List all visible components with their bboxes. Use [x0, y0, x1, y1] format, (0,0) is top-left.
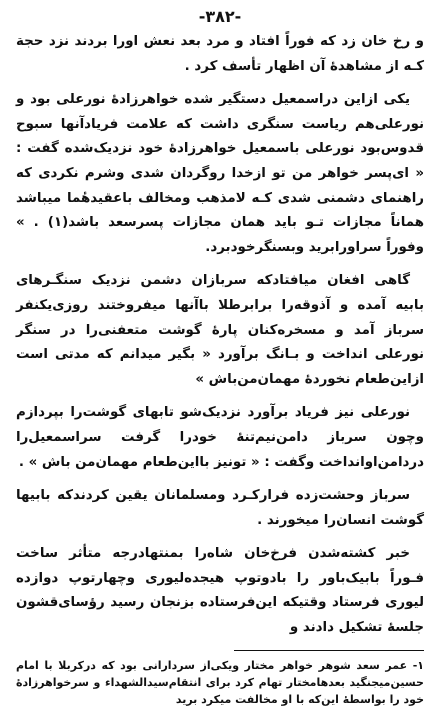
paragraph: گاهی افغان میافتادکه سربازان دشمن نزدیک سنگـرهای بابیه آمده و آذوقه‌را برابرطلا باآنها میفروختند روزی‌یکنفر سرباز آمد و مسخره‌کنان پارهٔ گوشت متعفنی‌را در سنگر نورعلی انداخت و بـانگ برآورد « بگیر میدانم که مدتی است ازاین‌طعام نخوردهٔ مهمان‌من‌باش »	[16, 273, 424, 387]
paragraph: نورعلی نیز فریاد برآورد نزدیک‌شو تابهای گوشت‌را بپردازم وچون سرباز دامن‌نیم‌تنهٔ خودرا گرفت سراسمعیل‌را دردامن‌اوانداخت وگفت : « تونیز بااین‌طعام مهمان‌من باش » .	[16, 405, 424, 470]
paragraph: یکی ازاین دراسمعیل دستگیر شده خواهرزادهٔ نورعلی بود و نورعلی‌هم ریاست سنگری داشت که علامت فریادآنها سبوح قدوس‌بود نورعلی باسمعیل خواهرزادهٔ خود نزدیک‌شده گفت : « ای‌پسر خواهر من تو ازخدا روگردان شدی وشرم نکردی که راهنمای دشمنی شدی کـه لامذهب ومخالف باعقیدهٔما میباشد هماناً مجازات تـو باید همان مجازات پسر‌سعد باشد(۱) . » وفوراً سراورابرید وبسنگرخودبرد.	[16, 92, 424, 255]
page-number: -۳۸۲-	[198, 7, 242, 26]
paragraph: سرباز وحشت‌زده فرارکـرد ومسلمانان یقین کردندکه بابیها گوشت انسان‌را میخورند .	[16, 488, 424, 528]
paragraph: خبر کشته‌شدن فرخ‌خان شاه‌را بمنتهادرجه متأثر ساخت فـوراً بابیک‌باور را بادوتوپ هیجده‌لیوری وچهارتوپ دوازده لیوری فرستاد وقتیکه این‌فرستاده بزنجان رسید رؤسای‌قشون جلسهٔ تشکیل دادند و	[16, 546, 424, 636]
body-text	[16, 30, 424, 641]
footnote-divider	[234, 650, 424, 651]
paragraph: و رخ خان زد که فوراً افتاد و مرد بعد نعش اورا بردند نزد حجة کـه از مشاهدهٔ آن اظهار تأسف کرد .	[16, 34, 424, 74]
footnote: ۱- عمر سعد شوهر خواهر مختار ویکی‌از سردارانی بود که درکربلا با امام حسین‌میجنگید بعدهامختار تهام کرد برای انتقام‌سیدالشهداء و سرخواهرزادهٔ خود را بواسطهٔ این‌که با او مخالفت میکرد برید	[16, 658, 424, 706]
